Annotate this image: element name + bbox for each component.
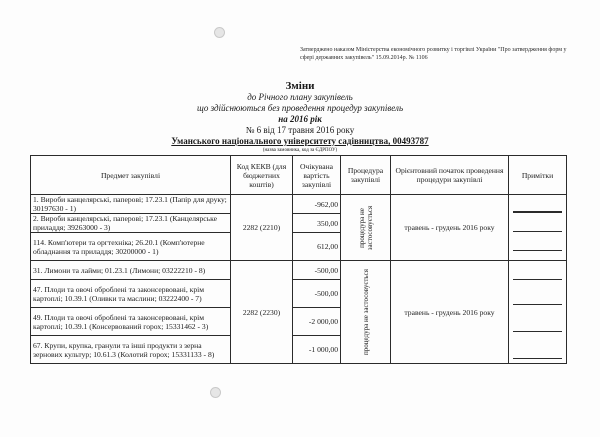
procurement-table xyxy=(30,155,567,364)
plan-year: на 2016 рік xyxy=(278,114,322,124)
notes-divider xyxy=(513,304,562,305)
col-header-subject: Предмет закупівлі xyxy=(31,156,231,195)
document-header xyxy=(0,80,600,154)
subtitle-line: до Річного плану закупівель xyxy=(247,92,353,102)
col-header-start: Орієнтовний початок проведення процедури закупівлі xyxy=(391,156,509,195)
col-header-cost: Очікувана вартість закупівлі xyxy=(293,156,341,195)
subject-cell: 49. Плоди та овочі оброблені та законсервовані, крім картоплі; 10.39.1 (Консервований горох; 15331462 - 3) xyxy=(31,308,231,336)
notes-divider xyxy=(513,358,562,359)
notes-divider xyxy=(513,211,562,213)
table-row xyxy=(31,261,567,280)
kekv-cell: 2282 (2210) xyxy=(231,195,293,261)
approval-note-line: сфері державних закупівель" 15.09.2014р. № 1106 xyxy=(300,55,428,61)
notes-cell xyxy=(509,261,567,364)
procedure-cell xyxy=(341,261,391,364)
document-title: Зміни xyxy=(285,80,315,92)
subject-cell: 67. Крупи, крупка, гранули та інші продукти з зерна зернових культур; 10.61.3 (Колотий горох; 15331133 - 8) xyxy=(31,336,231,364)
subject-cell: 2. Вироби канцелярські, паперові; 17.23.1 (Канцелярське приладдя; 39263000 - 3) xyxy=(31,214,231,233)
cost-cell: -500,00 xyxy=(293,280,341,308)
subject-cell: 114. Комп'ютери та оргтехніка; 26.20.1 (Комп'ютерне обладнання та приладдя; 30200000 - 1) xyxy=(31,233,231,261)
subtitle-line: що здійснюються без проведення процедур закупівель xyxy=(196,103,404,113)
subject-cell: 47. Плоди та овочі оброблені та законсервовані, крім картоплі; 10.39.1 (Оливки та маслини; 03222400 - 7) xyxy=(31,280,231,308)
organization-caption: (назва замовника, код за ЄДРПОУ) xyxy=(262,148,338,153)
cost-cell: -1 000,00 xyxy=(293,336,341,364)
procedure-text: процедура не застосовується xyxy=(361,269,370,355)
subject-cell: 31. Лимони та лайми; 01.23.1 (Лимони; 03222210 - 8) xyxy=(31,261,231,280)
approval-note xyxy=(300,46,590,62)
procedure-cell xyxy=(341,195,391,261)
table-row xyxy=(31,195,567,214)
col-header-procedure: Процедура закупівлі xyxy=(341,156,391,195)
notes-divider xyxy=(513,250,562,251)
notes-divider xyxy=(513,331,562,332)
punch-hole xyxy=(210,387,221,398)
notes-cell xyxy=(509,195,567,261)
kekv-cell: 2282 (2230) xyxy=(231,261,293,364)
approval-note-line: Затверджено наказом Міністерства економічного розвитку і торгівлі України "Про затвердження форм у xyxy=(300,47,567,53)
cost-cell: -2 000,00 xyxy=(293,308,341,336)
notes-divider xyxy=(513,279,562,280)
document-number-date: № 6 від 17 травня 2016 року xyxy=(245,125,355,135)
period-cell: травень - грудень 2016 року xyxy=(391,261,509,364)
organization-name: Уманського національного університету садівництва, 00493787 xyxy=(171,136,429,146)
table-header-row xyxy=(31,156,567,195)
col-header-notes: Примітки xyxy=(509,156,567,195)
cost-cell: -962,00 xyxy=(293,195,341,214)
procedure-text: процедура не застосовується xyxy=(357,205,374,250)
cost-cell: 612,00 xyxy=(293,233,341,261)
notes-divider xyxy=(513,231,562,232)
period-cell: травень - грудень 2016 року xyxy=(391,195,509,261)
subject-cell: 1. Вироби канцелярські, паперові; 17.23.1 (Папір для друку; 30197630 - 1) xyxy=(31,195,231,214)
col-header-kekv: Код КЕКВ (для бюджетних коштів) xyxy=(231,156,293,195)
punch-hole xyxy=(214,27,225,38)
cost-cell: -500,00 xyxy=(293,261,341,280)
cost-cell: 350,00 xyxy=(293,214,341,233)
